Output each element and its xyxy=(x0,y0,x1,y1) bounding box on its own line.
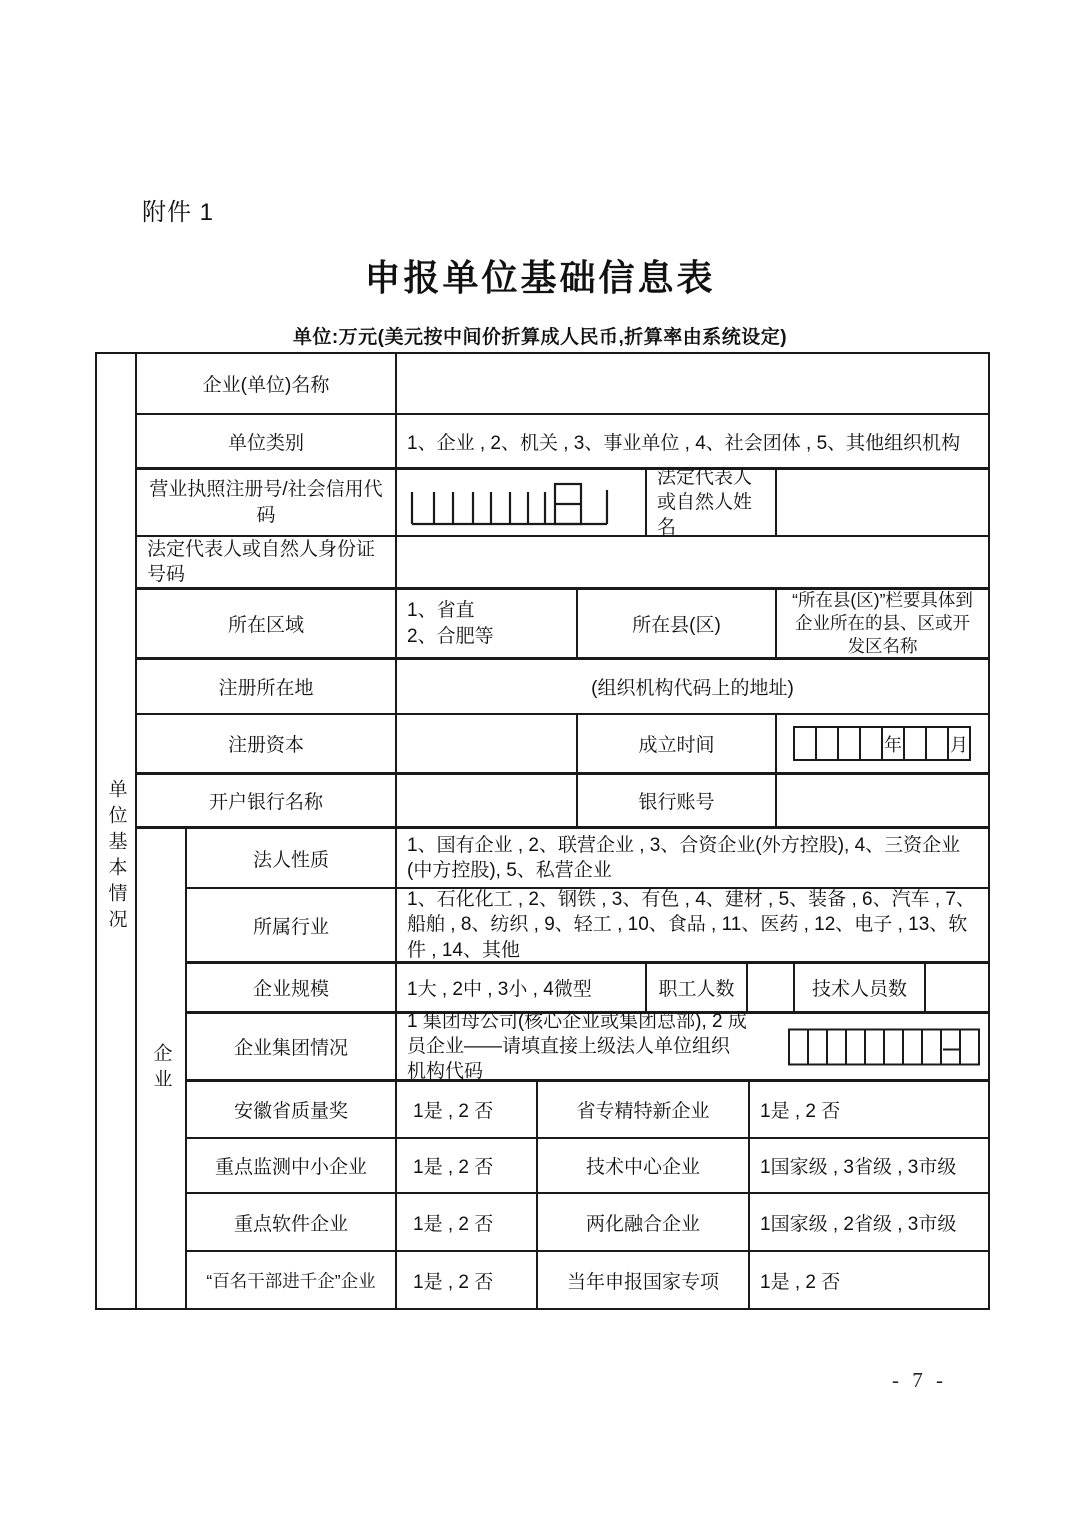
tech-center-options: 1国家级 , 3省级 , 3市级 xyxy=(760,1157,957,1178)
table-row-region xyxy=(137,590,988,660)
license-code-boxes-icon xyxy=(407,479,619,527)
founding-date-label: 成立时间 xyxy=(578,715,777,772)
monitored-sme-options: 1是 , 2 否 xyxy=(397,1139,538,1192)
bank-account-input[interactable] xyxy=(777,775,988,826)
legal-nature-options: 1、国有企业 , 2、联营企业 , 3、合资企业(外方控股), 4、三资企业(中方控股), 5、私营企业 xyxy=(407,834,961,881)
section-header-cell xyxy=(97,354,137,1308)
attachment-label: 附件 1 xyxy=(142,199,215,226)
quality-award-options: 1是 , 2 否 xyxy=(397,1082,538,1137)
bank-account-label: 银行账号 xyxy=(578,775,777,826)
scale-options: 1大 , 2中 , 3小 , 4微型 xyxy=(397,964,647,1011)
year-label: 年 xyxy=(884,734,902,755)
unit-category-label: 单位类别 xyxy=(137,415,397,467)
date-box xyxy=(925,726,949,761)
table-row-scale xyxy=(187,964,988,1014)
basic-info-table xyxy=(95,352,990,1310)
section-header: 单位基本情况 xyxy=(105,779,127,935)
group-options xyxy=(397,1010,988,1083)
hundred-cadres-label: “百名干部进千企”企业 xyxy=(187,1252,397,1308)
org-code-dash-box xyxy=(940,1028,961,1065)
region-option-1: 1、省直 xyxy=(407,600,475,622)
table-row-license xyxy=(137,466,988,539)
table-row-registered-address xyxy=(137,660,988,715)
founding-date-boxes xyxy=(793,726,971,761)
tech-count-label: 技术人员数 xyxy=(795,964,926,1011)
staff-count-label: 职工人数 xyxy=(647,964,748,1011)
month-box xyxy=(947,726,971,761)
enterprise-section xyxy=(137,829,988,1308)
date-box xyxy=(903,726,927,761)
key-software-label: 重点软件企业 xyxy=(187,1194,397,1250)
county-note: “所在县(区)”栏要具体到企业所在的县、区或开发区名称 xyxy=(792,589,973,657)
region-options xyxy=(397,590,578,657)
table-row-registered-capital xyxy=(137,715,988,775)
specialized-new-label: 省专精特新企业 xyxy=(538,1082,750,1137)
quality-award-label: 安徽省质量奖 xyxy=(187,1082,397,1137)
key-software-options: 1是 , 2 否 xyxy=(397,1194,538,1250)
scale-label: 企业规模 xyxy=(187,964,397,1011)
org-code-box xyxy=(902,1028,923,1065)
org-code-box xyxy=(883,1028,904,1065)
enterprise-header-cell xyxy=(137,829,187,1308)
legal-nature-label: 法人性质 xyxy=(187,829,397,887)
table-row-group xyxy=(187,1010,988,1083)
page-title: 申报单位基础信息表 xyxy=(364,257,716,298)
license-label: 营业执照注册号/社会信用代码 xyxy=(137,470,397,535)
table-row-hundred-cadres xyxy=(187,1252,988,1308)
county-label: 所在县(区) xyxy=(578,590,777,657)
date-box xyxy=(837,726,861,761)
national-project-options: 1是 , 2 否 xyxy=(760,1271,841,1293)
table-row-industry xyxy=(187,889,988,964)
registered-address-label: 注册所在地 xyxy=(137,660,397,713)
national-project-label: 当年申报国家专项 xyxy=(538,1252,750,1308)
bank-name-label: 开户银行名称 xyxy=(137,775,397,826)
org-code-box xyxy=(788,1028,809,1065)
specialized-new-options: 1是 , 2 否 xyxy=(760,1101,841,1122)
tech-center-label: 技术中心企业 xyxy=(538,1139,750,1192)
org-code-box xyxy=(826,1028,847,1065)
date-box xyxy=(793,726,817,761)
table-row-bank xyxy=(137,775,988,829)
org-code-box xyxy=(864,1028,885,1065)
region-option-2: 2、合肥等 xyxy=(407,625,494,647)
table-row-unit-name xyxy=(137,354,988,415)
unit-note: 单位:万元(美元按中间价折算成人民币,折算率由系统设定) xyxy=(292,327,788,348)
org-code-box xyxy=(959,1028,980,1065)
month-label: 月 xyxy=(950,734,968,755)
legal-rep-name-label: 法定代表人或自然人姓名 xyxy=(647,470,777,535)
id-number-input[interactable] xyxy=(397,537,988,587)
table-row-quality-award xyxy=(187,1082,988,1139)
table-row-id-number xyxy=(137,537,988,590)
integration-options: 1国家级 , 2省级 , 3市级 xyxy=(760,1213,957,1235)
registered-capital-label: 注册资本 xyxy=(137,715,397,772)
page-number: - 7 - xyxy=(892,1368,947,1392)
org-code-box xyxy=(921,1028,942,1065)
table-row-legal-nature xyxy=(187,829,988,889)
staff-count-input[interactable] xyxy=(748,964,795,1011)
region-label: 所在区域 xyxy=(137,590,397,657)
industry-label: 所属行业 xyxy=(187,889,397,961)
org-code-box xyxy=(807,1028,828,1065)
table-row-unit-category xyxy=(137,415,988,470)
year-box xyxy=(881,726,905,761)
integration-label: 两化融合企业 xyxy=(538,1194,750,1250)
table-row-key-software xyxy=(187,1194,988,1252)
license-code-input[interactable] xyxy=(397,470,647,535)
table-row-monitored-sme xyxy=(187,1139,988,1194)
industry-options: 1、石化化工 , 2、钢铁 , 3、有色 , 4、建材 , 5、装备 , 6、汽车 , 7、船舶 , 8、纺织 , 9、轻工 , 10、食品 , 11、医药 , 12、电子 , 13、软件 , 14、其他 xyxy=(407,889,975,961)
unit-name-input[interactable] xyxy=(397,354,988,413)
monitored-sme-label: 重点监测中小企业 xyxy=(187,1139,397,1192)
bank-name-input[interactable] xyxy=(397,775,578,826)
unit-category-options: 1、企业 , 2、机关 , 3、事业单位 , 4、社会团体 , 5、其他组织机构 xyxy=(407,432,961,454)
unit-name-label: 企业(单位)名称 xyxy=(137,354,397,413)
org-code-input[interactable] xyxy=(788,1028,980,1065)
date-box xyxy=(815,726,839,761)
id-number-label: 法定代表人或自然人身份证号码 xyxy=(137,537,397,587)
org-code-box xyxy=(845,1028,866,1065)
registered-capital-input[interactable] xyxy=(397,715,578,772)
date-box xyxy=(859,726,883,761)
legal-rep-name-input[interactable] xyxy=(777,470,988,535)
tech-count-input[interactable] xyxy=(926,964,988,1011)
group-label: 企业集团情况 xyxy=(187,1014,397,1079)
hundred-cadres-options: 1是 , 2 否 xyxy=(397,1252,538,1308)
founding-date-input[interactable] xyxy=(777,715,988,772)
group-options-text: 1 集团母公司(核心企业或集团总部), 2 成员企业——请填直接上级法人单位组织机构代码 xyxy=(407,1010,747,1083)
registered-address-hint: (组织机构代码上的地址) xyxy=(591,678,794,699)
enterprise-header: 企业 xyxy=(150,1042,172,1095)
